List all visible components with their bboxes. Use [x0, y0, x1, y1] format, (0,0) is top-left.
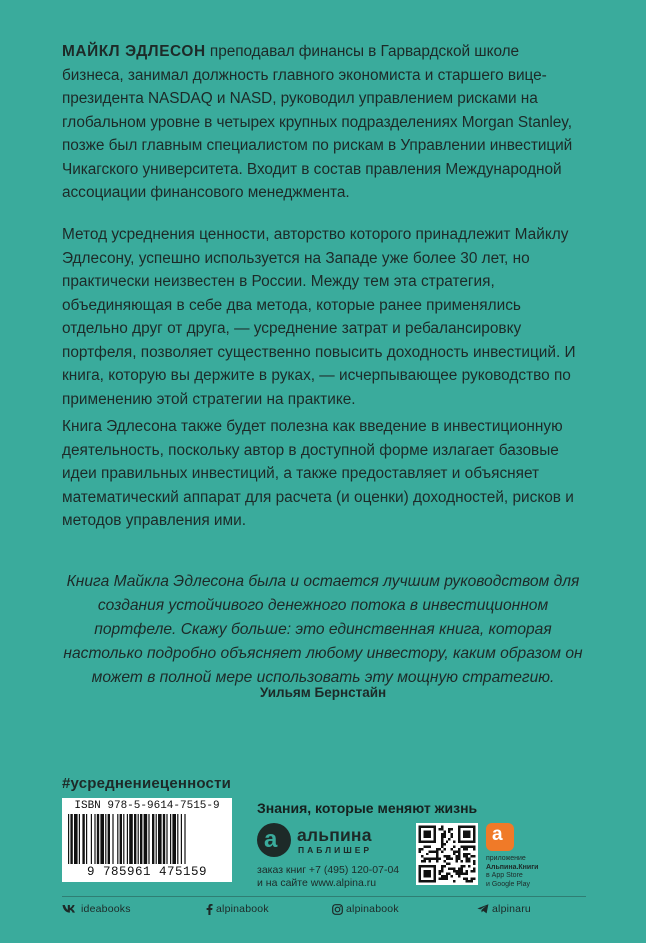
app-promo-line-4: и Google Play	[486, 880, 530, 888]
publisher-logo	[257, 823, 387, 859]
app-icon-glyph: а	[492, 824, 503, 845]
author-bio	[62, 40, 582, 205]
app-promo-line-1: приложение	[486, 855, 526, 862]
footer-divider	[62, 896, 586, 897]
app-promo-line-2: Альпина.Книги	[486, 863, 539, 871]
hashtag: #усреднениеценности	[62, 775, 232, 792]
logo-subtitle: ПАБЛИШЕР	[298, 845, 373, 855]
alpina-logo-icon	[257, 823, 291, 857]
isbn-barcode	[62, 798, 232, 882]
social-instagram[interactable]	[332, 903, 399, 915]
app-icon	[486, 823, 514, 851]
order-contacts	[257, 864, 399, 890]
description-paragraph-1: Метод усреднения ценности, авторство которого принадлежит Майклу Эдлесону, успешно используется на Западе уже более 30 лет, но практически неизвестен в России. Между тем эта стратегия, объединяющая в себе два метода, которые ранее применялись отдельно друг от друга, — усреднение затрат и ребалансировку портфеля, позволяет существенно повысить доходность инвестиций. И книга, которую вы держите в руках, — исчерпывающее руководство по применению этой стратегии на практике.	[62, 226, 576, 408]
social-facebook-label: alpinabook	[216, 903, 269, 915]
app-promo	[486, 855, 576, 889]
barcode-bars	[68, 814, 226, 864]
publisher-tagline: Знания, которые меняют жизнь	[257, 800, 478, 816]
instagram-icon	[332, 904, 343, 915]
qr-code-icon	[416, 823, 478, 885]
facebook-icon	[206, 904, 213, 915]
author-bio-text: преподавал финансы в Гарвардской школе бизнеса, занимал должность главного экономиста и старшего вице-президента NASDAQ и NASD, руководил управлением рисками на глобальном уровне в четырех крупных подразделениях Morgan Stanley, позже был главным специалистом по рискам в Управлении инвестиций Чикагского университета. Входит в состав правления Международной ассоциации финансового менеджмента.	[62, 43, 573, 201]
review-quote: Книга Майкла Эдлесона была и остается лучшим руководством для создания устойчивого денежного потока в инвестиционном портфеле. Скажу больше: это единственная книга, которая настолько подробно объясняет любому инвестору, каким образом он может в полной мере использовать эту мощную стратегию.	[63, 573, 583, 686]
logo-wordmark: альпина	[297, 825, 372, 845]
telegram-icon	[477, 904, 489, 914]
isbn-label: ISBN 978-5-9614-7515-9	[74, 800, 220, 812]
app-promo-line-3: в App Store	[486, 872, 523, 879]
order-website: и на сайте www.alpina.ru	[257, 877, 377, 889]
description-paragraph-2: Книга Эдлесона также будет полезна как введение в инвестиционную деятельность, поскольку автор в доступной форме излагает базовые идеи правильных инвестиций, а также предоставляет и объясняет математический аппарат для расчета (и оценки) доходностей, рисков и методов управления ими.	[62, 418, 574, 529]
social-vk-label: ideabooks	[81, 903, 131, 915]
social-instagram-label: alpinabook	[346, 903, 399, 915]
barcode-number: 9 785961 475159	[86, 865, 208, 879]
vk-icon	[62, 904, 78, 914]
social-facebook[interactable]	[206, 903, 269, 915]
order-phone: заказ книг +7 (495) 120-07-04	[257, 864, 400, 876]
author-name: МАЙКЛ ЭДЛЕСОН	[62, 43, 206, 60]
social-telegram[interactable]	[477, 903, 531, 915]
social-telegram-label: alpinaru	[492, 903, 531, 915]
alpina-logo-glyph: а	[264, 826, 278, 853]
social-vk[interactable]	[62, 903, 131, 915]
quote-author: Уильям Бернстайн	[259, 685, 387, 700]
